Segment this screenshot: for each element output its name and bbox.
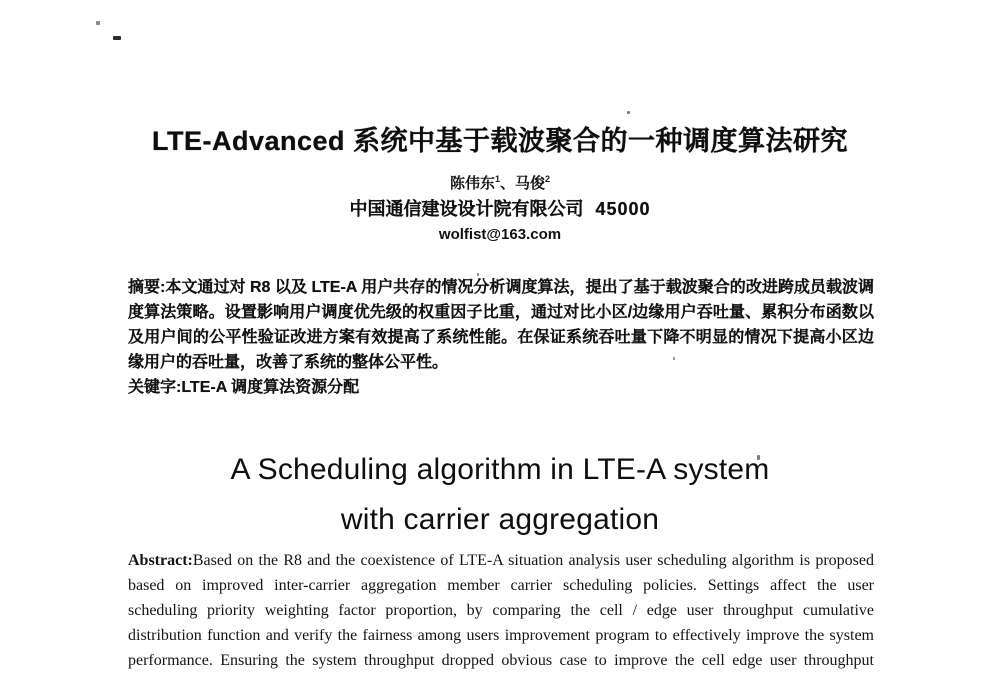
scan-speck-3 [627, 111, 630, 114]
author-2-superscript: 2 [545, 174, 551, 184]
scan-speck-4 [477, 273, 479, 276]
abstract-en-label: Abstract: [128, 552, 193, 569]
paper-title-en-line-1: A Scheduling algorithm in LTE-A system [230, 453, 770, 486]
abstract-en-line-1 [128, 552, 874, 577]
abstract-zh-line-3: 及用户间的公平性验证改进方案有效提高了系统性能。在保证系统吞吐量下降不明显的情况下提高小区边 [128, 329, 874, 346]
abstract-en-block [128, 552, 874, 677]
abstract-en-line-3: scheduling priority weighting factor proportion, by comparing the cell / edge user throughput cumulative [128, 602, 874, 619]
abstract-en-line-1-text: Based on the R8 and the coexistence of LTE-A situation analysis user scheduling algorithm is proposed [192, 552, 874, 569]
author-1-superscript: 1 [494, 174, 500, 184]
abstract-zh-line-4: 缘用户的吞吐量，改善了系统的整体公平性。 [128, 354, 449, 371]
abstract-zh-line-2: 度算法策略。设置影响用户调度优先级的权重因子比重，通过对比小区/边缘用户吞吐量、累积分布函数以 [128, 304, 874, 321]
abstract-zh-label: 摘要: [128, 279, 166, 296]
email-text: wolfist@163.com [438, 226, 562, 243]
abstract-en-line-2: based on improved inter-carrier aggregation member carrier scheduling policies. Settings affect the user [128, 577, 874, 594]
affiliation-name: 中国通信建设设计院有限公司 [349, 199, 584, 219]
abstract-zh-line-1 [128, 278, 874, 303]
authors-line [0, 173, 1000, 195]
abstract-en-line-5: performance. Ensuring the system throughput dropped obvious case to improve the cell edge user throughput [128, 652, 874, 669]
author-2: 马俊 [515, 175, 546, 192]
abstract-zh-line-1-text: 本文通过对 R8 以及 LTE-A 用户共存的情况分析调度算法，提出了基于载波聚合的改进跨成员载波调 [165, 279, 874, 296]
keywords-text: LTE-A 调度算法资源分配 [181, 379, 360, 396]
abstract-zh-block [128, 278, 874, 403]
author-1: 陈伟东 [449, 175, 495, 192]
paper-title-zh: LTE-Advanced 系统中基于载波聚合的一种调度算法研究 [151, 126, 849, 156]
affiliation-postcode: 45000 [595, 199, 651, 219]
keywords-label: 关键字: [128, 379, 182, 396]
scan-speck-1 [96, 21, 100, 25]
scan-speck-2 [113, 36, 121, 40]
paper-title-en-line-2: with carrier aggregation [340, 503, 660, 536]
abstract-en-line-4: distribution function and verify the fairness among users improvement program to effectively improve the system [128, 627, 874, 644]
keywords-line [128, 378, 874, 403]
affiliation-line [0, 197, 1000, 221]
author-separator: 、 [499, 175, 515, 192]
